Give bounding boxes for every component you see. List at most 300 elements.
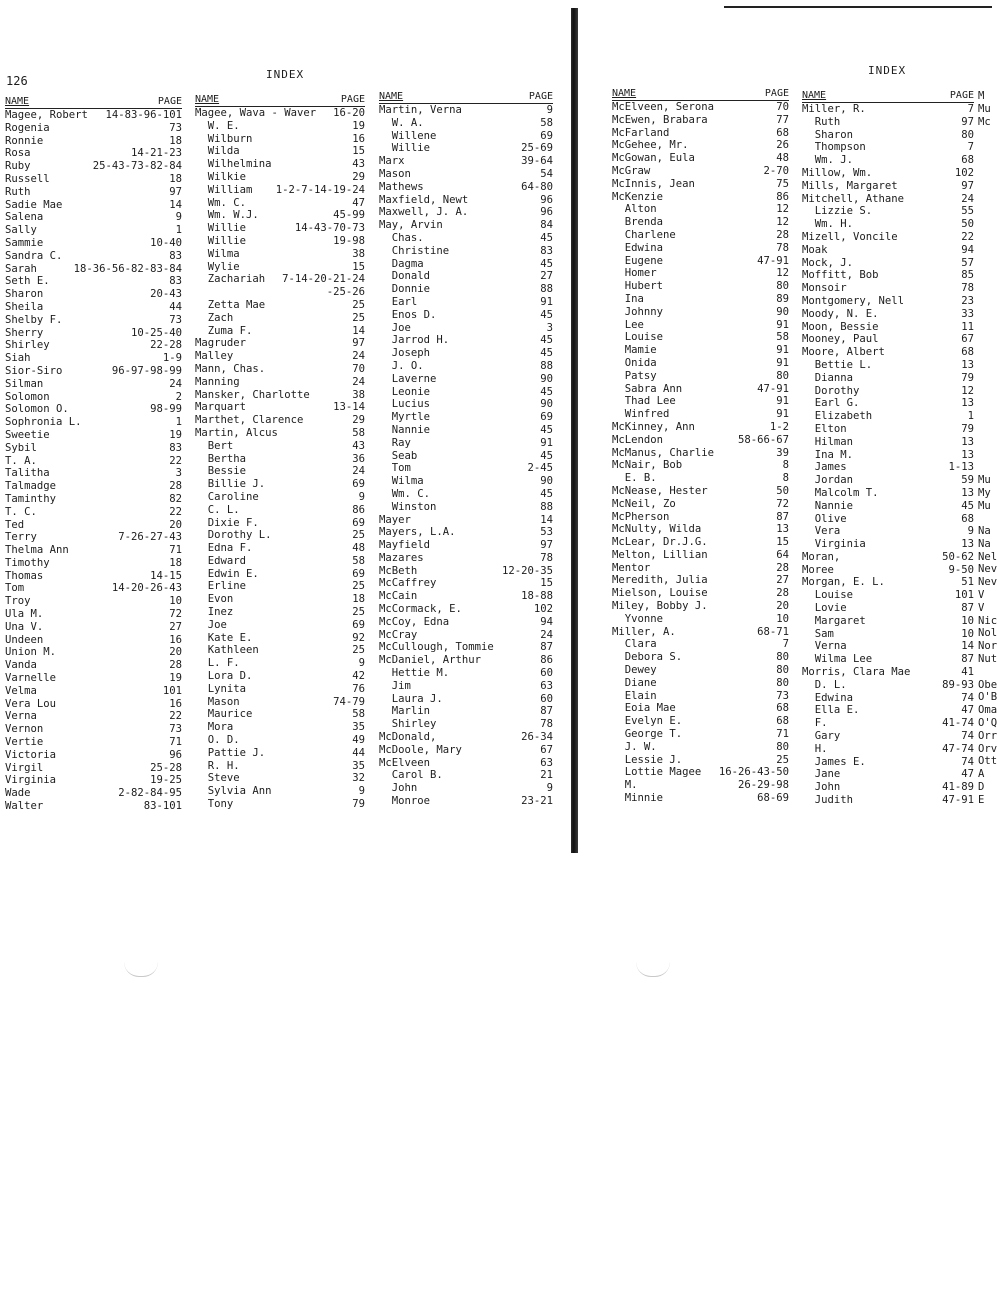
entry-name: Wade bbox=[5, 787, 31, 800]
entry-name: T. A. bbox=[5, 454, 37, 467]
entry-page: 58 bbox=[352, 554, 365, 567]
index-entry bbox=[195, 683, 365, 696]
entry-name: Mann, Chas. bbox=[195, 362, 266, 375]
entry-name: T. C. bbox=[5, 505, 37, 518]
index-entry bbox=[612, 536, 789, 549]
index-entry bbox=[612, 498, 789, 511]
entry-page: 54 bbox=[540, 167, 553, 180]
entry-name: Mayfield bbox=[379, 539, 431, 552]
index-entry bbox=[5, 595, 182, 608]
entry-name: Eoia Mae bbox=[612, 702, 676, 715]
index-entry bbox=[5, 774, 182, 787]
index-entry bbox=[802, 704, 974, 717]
index-column-5 bbox=[802, 90, 974, 807]
index-entry bbox=[612, 280, 789, 293]
entry-name: McNair, Bob bbox=[612, 459, 683, 472]
entry-name: E. B. bbox=[612, 472, 657, 485]
index-entry bbox=[195, 350, 365, 363]
entry-page: 26-34 bbox=[521, 731, 553, 744]
entry-name: Dagma bbox=[379, 257, 424, 270]
index-entry bbox=[379, 488, 553, 501]
index-entry bbox=[379, 437, 553, 450]
index-entry bbox=[802, 423, 974, 436]
entry-page: 73 bbox=[169, 121, 182, 134]
entry-name: Edwin E. bbox=[195, 567, 259, 580]
name-header: NAME bbox=[5, 96, 30, 107]
entry-page: 23 bbox=[961, 294, 974, 307]
entry-page: 25 bbox=[352, 606, 365, 619]
edge-entry bbox=[978, 794, 992, 807]
index-entry bbox=[195, 286, 365, 299]
entry-page: 14 bbox=[540, 513, 553, 526]
index-entry bbox=[802, 295, 974, 308]
index-entry bbox=[195, 184, 365, 197]
edge-entry bbox=[978, 717, 997, 730]
entry-name: Clara bbox=[612, 638, 657, 651]
entry-name: Terry bbox=[5, 531, 37, 544]
edge-entry bbox=[978, 410, 992, 423]
index-entry bbox=[195, 145, 365, 158]
entry-name: Millow, Wm. bbox=[802, 166, 873, 179]
index-entry bbox=[379, 667, 553, 680]
entry-name: Martin, Alcus bbox=[195, 426, 278, 439]
entry-name: McKenzie bbox=[612, 190, 664, 203]
entry-name: Mayer bbox=[379, 513, 411, 526]
index-entry bbox=[195, 337, 365, 350]
entry-page: 71 bbox=[169, 544, 182, 557]
entry-name: McLendon bbox=[612, 433, 664, 446]
entry-name: Miller, R. bbox=[802, 103, 866, 115]
entry-name: Vanda bbox=[5, 659, 37, 672]
entry-page: 91 bbox=[776, 408, 789, 421]
index-entry bbox=[5, 429, 182, 442]
entry-name: Leonie bbox=[379, 385, 431, 398]
entry-name: W. E. bbox=[195, 119, 240, 132]
edge-entry bbox=[978, 308, 992, 321]
entry-name: Maurice bbox=[195, 708, 253, 721]
left-page-heading: INDEX bbox=[266, 68, 305, 81]
index-entry bbox=[379, 117, 553, 130]
edge-entry bbox=[978, 461, 992, 474]
entry-name: Wilma Lee bbox=[802, 653, 873, 666]
index-entry bbox=[802, 116, 974, 129]
edge-entry bbox=[978, 205, 992, 218]
entry-name: Willie bbox=[195, 222, 247, 235]
index-entry bbox=[802, 679, 974, 692]
index-entry bbox=[195, 453, 365, 466]
entry-page: 68 bbox=[961, 346, 974, 359]
entry-name: Edward bbox=[195, 554, 247, 567]
index-entry bbox=[802, 129, 974, 142]
entry-name: Virgil bbox=[5, 761, 44, 774]
edge-entry-text: E bbox=[978, 793, 985, 806]
index-entry bbox=[195, 632, 365, 645]
index-entry bbox=[5, 621, 182, 634]
entry-name: John bbox=[379, 782, 418, 795]
edge-entry-text: Nev bbox=[978, 576, 997, 589]
entry-name: Ula M. bbox=[5, 608, 44, 621]
edge-entry bbox=[978, 384, 992, 397]
index-entry bbox=[802, 269, 974, 282]
entry-name: Wm. W.J. bbox=[195, 209, 259, 222]
index-entry bbox=[802, 333, 974, 346]
entry-page: 47-91 bbox=[942, 794, 974, 807]
index-entry bbox=[5, 173, 182, 186]
entry-page: 60 bbox=[540, 692, 553, 705]
entry-page: 55 bbox=[961, 205, 974, 218]
entry-name: McDonald, bbox=[379, 731, 437, 744]
index-entry bbox=[612, 242, 789, 255]
entry-page: 7 bbox=[782, 638, 789, 651]
index-entry bbox=[5, 237, 182, 250]
entry-page: 67 bbox=[540, 743, 553, 756]
entry-page: 72 bbox=[776, 497, 789, 510]
entry-name: Dorothy L. bbox=[195, 529, 272, 542]
entry-name: Caroline bbox=[195, 490, 259, 503]
index-column-2 bbox=[195, 94, 365, 811]
edge-entry-text: Mu bbox=[978, 102, 991, 115]
entry-page: 14-15 bbox=[150, 569, 182, 582]
index-entry bbox=[379, 795, 553, 808]
edge-entry bbox=[978, 128, 992, 141]
index-entry bbox=[379, 654, 553, 667]
entry-name: Ina M. bbox=[802, 448, 854, 461]
edge-entry bbox=[978, 678, 997, 692]
entry-name: Mora bbox=[195, 721, 234, 734]
entry-page: 16-26-43-50 bbox=[718, 766, 789, 779]
entry-page: 13 bbox=[961, 435, 974, 448]
entry-page: 87 bbox=[540, 641, 553, 654]
entry-name: Miley, Bobby J. bbox=[612, 600, 708, 613]
index-entry bbox=[195, 133, 365, 146]
edge-entry-text: V bbox=[978, 601, 985, 614]
entry-page: 91 bbox=[776, 356, 789, 369]
index-entry bbox=[802, 321, 974, 334]
entry-name: D. L. bbox=[802, 678, 847, 691]
entry-page: 58 bbox=[352, 426, 365, 439]
entry-name: Dorothy bbox=[802, 384, 860, 397]
entry-page: 16-20 bbox=[333, 107, 365, 119]
entry-page: 1 bbox=[967, 410, 974, 423]
entry-page: 19 bbox=[352, 119, 365, 132]
index-entry bbox=[5, 122, 182, 135]
entry-page: 83 bbox=[169, 441, 182, 454]
entry-name: May, Arvin bbox=[379, 219, 443, 232]
entry-name: McGraw bbox=[612, 164, 651, 177]
entry-page: 24 bbox=[352, 350, 365, 363]
edge-entry bbox=[978, 781, 992, 794]
entry-name: Melton, Lillian bbox=[612, 548, 708, 561]
entry-name: Mills, Margaret bbox=[802, 179, 898, 192]
entry-page: 10-40 bbox=[150, 236, 182, 249]
entry-page: 9 bbox=[967, 525, 974, 538]
entry-name: Evon bbox=[195, 593, 234, 606]
entry-page: 12 bbox=[776, 216, 789, 229]
edge-entry bbox=[978, 141, 992, 154]
entry-page: 38 bbox=[352, 247, 365, 260]
entry-page: 78 bbox=[961, 282, 974, 295]
index-entry bbox=[195, 568, 365, 581]
entry-page: 21 bbox=[540, 769, 553, 782]
entry-page: 13 bbox=[961, 486, 974, 499]
entry-name: Sadie Mae bbox=[5, 198, 63, 211]
index-entry bbox=[5, 199, 182, 212]
column-header bbox=[5, 96, 182, 109]
entry-page: 18 bbox=[169, 172, 182, 185]
index-entry bbox=[612, 511, 789, 524]
entry-name: Tom bbox=[5, 582, 25, 595]
entry-name: Marlin bbox=[379, 705, 431, 718]
index-entry bbox=[195, 427, 365, 440]
entry-page: 64 bbox=[776, 548, 789, 561]
entry-name: Jim bbox=[379, 679, 411, 692]
entry-page: 2 bbox=[175, 390, 182, 403]
edge-entry-text: Nor bbox=[978, 640, 997, 653]
entry-page: 24 bbox=[352, 375, 365, 388]
entry-page: 39 bbox=[776, 446, 789, 459]
index-entry bbox=[195, 222, 365, 235]
entry-page: 27 bbox=[169, 620, 182, 633]
entry-page: 38 bbox=[352, 388, 365, 401]
entry-name: McNease, Hester bbox=[612, 484, 708, 497]
entry-page: 71 bbox=[169, 736, 182, 749]
edge-entry bbox=[978, 653, 997, 666]
entry-page: 44 bbox=[352, 746, 365, 759]
edge-entry-text: D bbox=[978, 781, 985, 794]
index-entry bbox=[379, 552, 553, 565]
entry-name: Zach bbox=[195, 311, 234, 324]
entry-page: 3 bbox=[546, 321, 553, 334]
entry-page: 72 bbox=[169, 608, 182, 621]
page-header: PAGE bbox=[340, 94, 365, 105]
entry-name: Sammie bbox=[5, 236, 44, 249]
edge-entry bbox=[978, 192, 992, 205]
entry-name: McCray bbox=[379, 628, 418, 641]
entry-page: 78 bbox=[776, 241, 789, 254]
index-entry bbox=[379, 744, 553, 757]
index-entry bbox=[802, 756, 974, 769]
edge-entry-text: Ott bbox=[978, 755, 997, 768]
index-entry bbox=[379, 590, 553, 603]
index-entry bbox=[5, 672, 182, 685]
entry-page: 44 bbox=[169, 300, 182, 313]
entry-name: Louise bbox=[612, 331, 664, 344]
edge-entry bbox=[978, 180, 992, 193]
entry-name: Mielson, Louise bbox=[612, 587, 708, 600]
entry-name: Lora D. bbox=[195, 670, 253, 683]
entry-name: Moak bbox=[802, 243, 828, 256]
entry-name: Virginia bbox=[802, 538, 866, 551]
entry-page: 9 bbox=[546, 104, 553, 116]
index-entry bbox=[5, 723, 182, 736]
entry-name: W. A. bbox=[379, 116, 424, 129]
index-entry bbox=[802, 308, 974, 321]
edge-entry-text: V bbox=[978, 589, 985, 602]
index-entry bbox=[195, 644, 365, 657]
edge-entry-text: Mc bbox=[978, 115, 991, 128]
column-header bbox=[612, 88, 789, 101]
entry-page: 1-13 bbox=[948, 461, 974, 474]
index-entry bbox=[379, 155, 553, 168]
entry-name: Gary bbox=[802, 730, 841, 743]
entry-page: 101 bbox=[954, 589, 974, 602]
edge-entry bbox=[978, 729, 997, 743]
entry-page: 13 bbox=[961, 358, 974, 371]
entry-page: 14-43-70-73 bbox=[294, 222, 365, 235]
edge-entry-text: Nut bbox=[978, 653, 997, 666]
entry-name: Hubert bbox=[612, 280, 664, 293]
entry-page: 25 bbox=[352, 311, 365, 324]
column-header bbox=[195, 94, 365, 107]
index-entry bbox=[612, 587, 789, 600]
index-entry bbox=[802, 589, 974, 602]
entry-page: 13-14 bbox=[333, 401, 365, 414]
index-entry bbox=[802, 640, 974, 653]
entry-name: H. bbox=[802, 742, 828, 755]
entry-page: 7-26-27-43 bbox=[118, 531, 182, 544]
entry-page: 69 bbox=[540, 411, 553, 424]
entry-page: 45 bbox=[540, 449, 553, 462]
entry-name: Edwina bbox=[802, 691, 854, 704]
index-entry bbox=[195, 363, 365, 376]
entry-page: 45 bbox=[540, 334, 553, 347]
entry-page: 13 bbox=[961, 448, 974, 461]
index-entry bbox=[195, 721, 365, 734]
entry-page: 83 bbox=[540, 244, 553, 257]
index-entry bbox=[379, 258, 553, 271]
entry-page: 45 bbox=[540, 347, 553, 360]
entry-page: 14-20-26-43 bbox=[111, 582, 182, 595]
entry-name: Patsy bbox=[612, 369, 657, 382]
index-entry bbox=[612, 754, 789, 767]
entry-page: 45 bbox=[540, 231, 553, 244]
entry-page: 22 bbox=[169, 454, 182, 467]
index-entry bbox=[5, 378, 182, 391]
index-entry bbox=[612, 677, 789, 690]
entry-page: 47 bbox=[961, 704, 974, 717]
entry-page: 97 bbox=[352, 337, 365, 350]
entry-name: Laverne bbox=[379, 372, 437, 385]
index-entry bbox=[802, 244, 974, 257]
entry-page: 1-2 bbox=[769, 420, 789, 433]
entry-page: 25 bbox=[352, 298, 365, 311]
entry-page: 2-70 bbox=[763, 164, 789, 177]
index-entry bbox=[195, 401, 365, 414]
index-entry bbox=[379, 501, 553, 514]
entry-name: Magee, Robert bbox=[5, 109, 88, 121]
edge-entry bbox=[978, 538, 992, 551]
index-entry bbox=[612, 651, 789, 664]
entry-page: 7 bbox=[967, 103, 974, 115]
index-entry bbox=[5, 442, 182, 455]
entry-page: 7-14-20-21-24 bbox=[282, 273, 365, 286]
index-entry bbox=[802, 474, 974, 487]
edge-entry-text: Mu bbox=[978, 473, 991, 486]
index-entry bbox=[802, 167, 974, 180]
index-entry bbox=[612, 574, 789, 587]
index-entry bbox=[5, 327, 182, 340]
index-entry bbox=[612, 421, 789, 434]
entry-page: 48 bbox=[776, 152, 789, 165]
index-entry bbox=[379, 142, 553, 155]
entry-name: Timothy bbox=[5, 556, 50, 569]
edge-entry-text: My bbox=[978, 486, 991, 499]
edge-entry bbox=[978, 550, 997, 564]
entry-page: 22-28 bbox=[150, 339, 182, 352]
entry-name: F. bbox=[802, 717, 828, 730]
entry-name: Wm. C. bbox=[379, 487, 431, 500]
entry-name: O. D. bbox=[195, 734, 240, 747]
entry-page: 80 bbox=[776, 676, 789, 689]
entry-page: 16 bbox=[352, 132, 365, 145]
entry-page: 23-21 bbox=[521, 795, 553, 808]
index-entry bbox=[379, 309, 553, 322]
entry-page: 74-79 bbox=[333, 695, 365, 708]
index-entry bbox=[802, 231, 974, 244]
entry-name: McDoole, Mary bbox=[379, 743, 462, 756]
entry-page: 22 bbox=[961, 230, 974, 243]
entry-name: Maxwell, J. A. bbox=[379, 206, 469, 219]
index-entry bbox=[802, 513, 974, 526]
index-entry bbox=[802, 372, 974, 385]
entry-page: 89 bbox=[776, 292, 789, 305]
entry-page: 10-25-40 bbox=[130, 326, 182, 339]
entry-page: 11 bbox=[961, 320, 974, 333]
entry-page: 68-71 bbox=[757, 625, 789, 638]
index-entry bbox=[195, 542, 365, 555]
index-column-3 bbox=[379, 91, 553, 808]
edge-entry bbox=[978, 320, 992, 333]
index-entry bbox=[612, 613, 789, 626]
index-entry bbox=[612, 459, 789, 472]
entry-page: 25-43-73-82-84 bbox=[92, 160, 182, 173]
entry-page: 13 bbox=[776, 523, 789, 536]
index-column-4 bbox=[612, 88, 789, 805]
entry-page: 97 bbox=[169, 185, 182, 198]
index-entry bbox=[379, 347, 553, 360]
index-entry bbox=[379, 462, 553, 475]
index-entry bbox=[5, 646, 182, 659]
entry-name: Thelma Ann bbox=[5, 544, 69, 557]
index-entry bbox=[802, 717, 974, 730]
entry-name: Verna bbox=[5, 710, 37, 723]
index-entry bbox=[612, 766, 789, 779]
entry-name: Steve bbox=[195, 772, 240, 785]
page-header: PAGE bbox=[157, 96, 182, 107]
edge-entry bbox=[978, 295, 992, 308]
index-entry bbox=[195, 235, 365, 248]
index-entry bbox=[612, 562, 789, 575]
entry-page: 47-74 bbox=[942, 742, 974, 755]
entry-page: 45 bbox=[540, 487, 553, 500]
entry-page: 86 bbox=[540, 654, 553, 667]
entry-name: Wilma bbox=[195, 247, 240, 260]
index-entry bbox=[379, 296, 553, 309]
entry-page: 69 bbox=[352, 516, 365, 529]
entry-name: Malley bbox=[195, 350, 234, 363]
edge-entry-text: Oma bbox=[978, 704, 997, 717]
index-entry bbox=[5, 211, 182, 224]
entry-name: Montgomery, Nell bbox=[802, 294, 905, 307]
entry-page: 18-88 bbox=[521, 590, 553, 603]
entry-page: 15 bbox=[540, 577, 553, 590]
edge-entry bbox=[978, 256, 992, 269]
entry-page: 68 bbox=[961, 512, 974, 525]
entry-page: 88 bbox=[540, 359, 553, 372]
entry-name: Meredith, Julia bbox=[612, 574, 708, 587]
entry-page: 1 bbox=[175, 416, 182, 429]
entry-page: 51 bbox=[961, 576, 974, 589]
